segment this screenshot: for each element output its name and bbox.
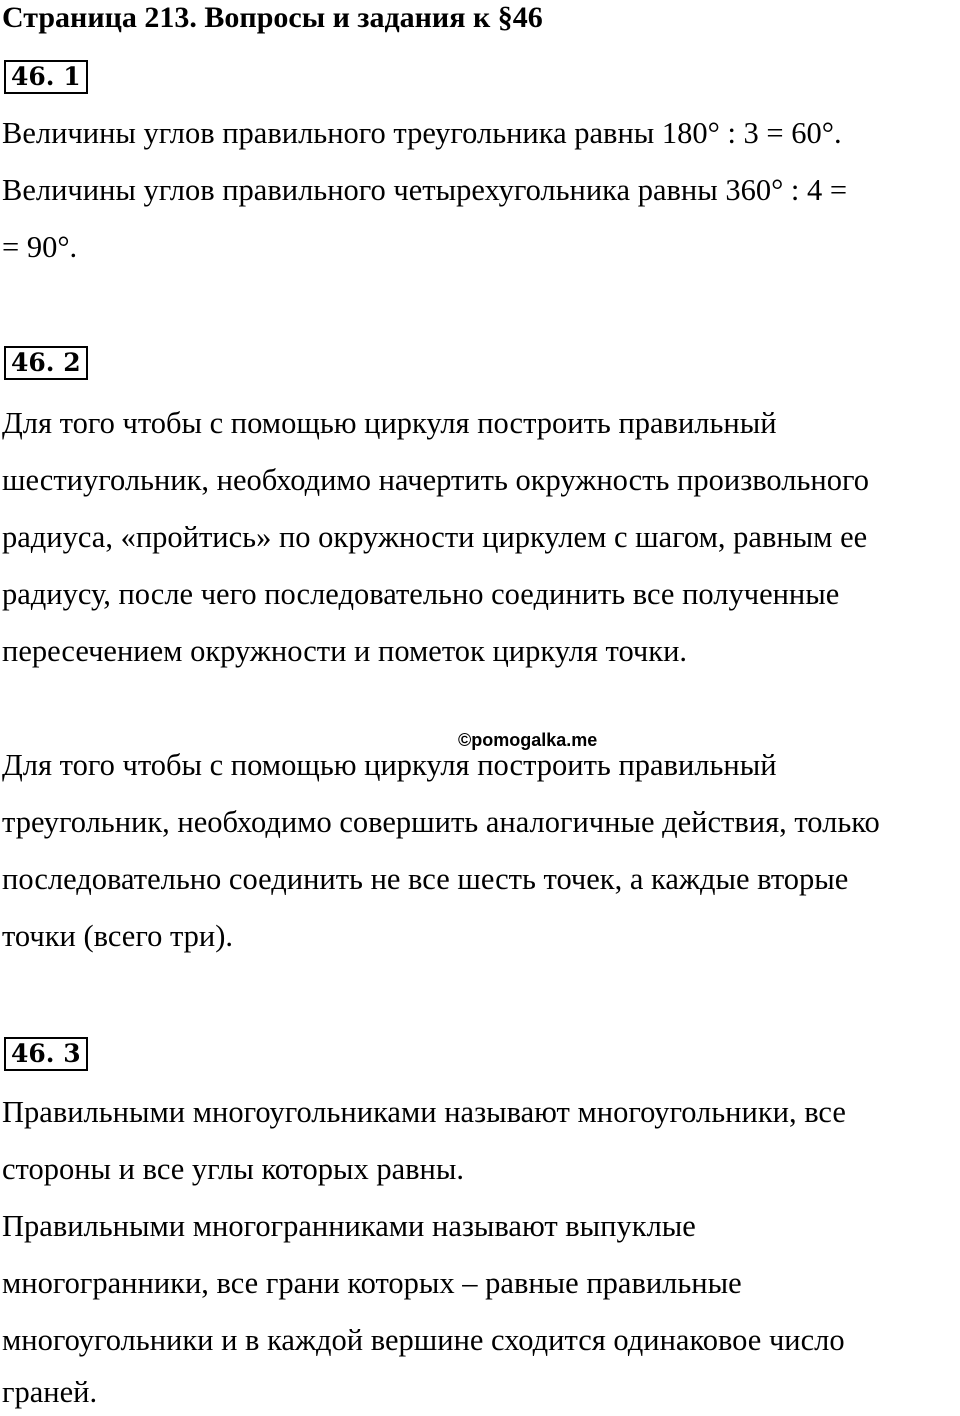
page-title: Страница 213. Вопросы и задания к §46: [2, 1, 543, 34]
task-number-46-2: 46. 2: [4, 346, 88, 380]
text-line: радиусу, после чего последовательно соединить все полученные: [2, 577, 840, 611]
text-line: треугольник, необходимо совершить аналогичные действия, только: [2, 805, 880, 839]
text-line: Для того чтобы с помощью циркуля построить правильный: [2, 406, 777, 440]
text-line: стороны и все углы которых равны.: [2, 1152, 464, 1186]
text-line: пересечением окружности и пометок циркуля точки.: [2, 634, 688, 668]
text-line: многоугольники и в каждой вершине сходится одинаковое число: [2, 1323, 845, 1357]
text-line: Величины углов правильного четырехугольника равны 360° : 4 =: [2, 173, 848, 207]
watermark: ©pomogalka.me: [458, 730, 598, 750]
text-line: точки (всего три).: [2, 919, 233, 953]
text-line: радиуса, «пройтись» по окружности циркулем с шагом, равным ее: [2, 520, 868, 554]
text-line: Правильными многоугольниками называют многоугольники, все: [2, 1095, 846, 1129]
text-line: Величины углов правильного треугольника равны 180° : 3 = 60°.: [2, 116, 842, 150]
text-line: Для того чтобы с помощью циркуля построить правильный: [2, 748, 777, 782]
text-line: шестиугольник, необходимо начертить окружность произвольного: [2, 463, 869, 497]
task-number-46-3: 46. 3: [4, 1037, 88, 1071]
task-number-46-1: 46. 1: [4, 60, 88, 94]
text-line: = 90°.: [2, 230, 78, 264]
text-line: граней.: [2, 1375, 98, 1409]
text-line: многогранники, все грани которых – равные правильные: [2, 1266, 742, 1300]
text-line: Правильными многогранниками называют выпуклые: [2, 1209, 696, 1243]
text-line: последовательно соединить не все шесть точек, а каждые вторые: [2, 862, 849, 896]
